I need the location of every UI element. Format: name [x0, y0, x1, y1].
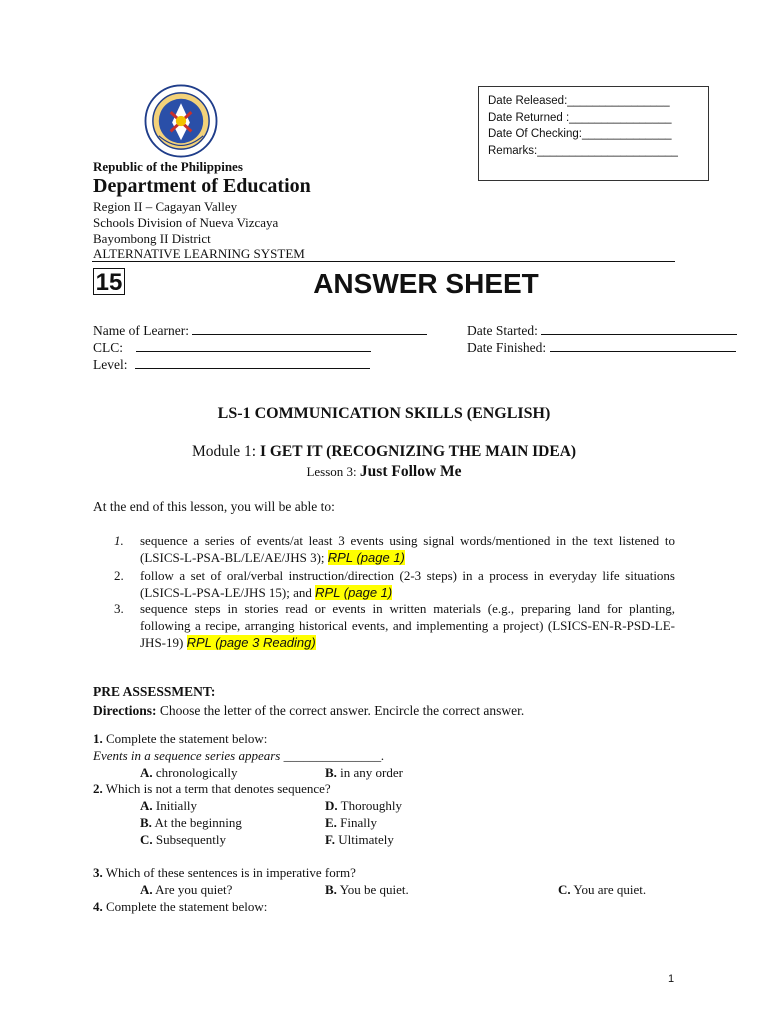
name-of-learner-row	[93, 322, 427, 339]
objective-text: sequence steps in stories read or events in written materials (e.g., preparing land for planting, following a recipe, arranging historical events, and implementing a project) (LSICS-EN-R-PSD-LE-JHS-19)	[140, 601, 675, 650]
system-label: ALTERNATIVE LEARNING SYSTEM	[93, 246, 305, 261]
pre-assessment-heading: PRE ASSESSMENT:	[93, 684, 216, 699]
date-started-input-line[interactable]	[541, 322, 737, 335]
page-title: ANSWER SHEET	[313, 268, 539, 299]
question-text: Which of these sentences is in imperative form?	[102, 865, 356, 880]
directions-label: Directions:	[93, 703, 157, 718]
clc-label: CLC:	[93, 340, 124, 355]
objective-item	[140, 600, 675, 651]
choice[interactable]: E. Finally	[325, 815, 378, 830]
objective-item	[140, 532, 675, 566]
date-started-label: Date Started:	[467, 323, 538, 338]
date-finished-label: Date Finished:	[467, 340, 547, 355]
objective-number: 2.	[114, 568, 124, 583]
objective-number: 1.	[114, 533, 124, 548]
question-number: 2.	[93, 781, 103, 796]
choice[interactable]: B. in any order	[325, 765, 403, 780]
department-title: Department of Education	[93, 175, 311, 197]
header-divider	[92, 261, 675, 262]
question-1-stem: Events in a sequence series appears _______________.	[93, 748, 385, 763]
lesson-title: Just Follow Me	[359, 463, 462, 480]
name-label: Name of Learner:	[93, 323, 189, 338]
module-prefix: Module 1:	[191, 443, 260, 460]
question-1	[93, 730, 267, 747]
question-2	[93, 780, 331, 797]
choice[interactable]: A. Initially	[140, 798, 198, 813]
question-number: 4.	[93, 899, 103, 914]
date-started-row	[467, 322, 737, 339]
level-input-line[interactable]	[135, 356, 370, 369]
subject-heading: LS-1 COMMUNICATION SKILLS (ENGLISH)	[217, 405, 551, 422]
deped-seal-logo	[144, 84, 218, 158]
choice[interactable]: A. Are you quiet?	[140, 882, 233, 897]
choice[interactable]: F. Ultimately	[325, 832, 394, 847]
date-returned-field: Date Returned :________________	[488, 111, 672, 124]
rpl-reference: RPL (page 1)	[327, 550, 405, 565]
question-text: Complete the statement below:	[102, 899, 268, 914]
rpl-reference: RPL (page 3 Reading)	[186, 635, 316, 650]
module-heading	[0, 443, 768, 461]
choice[interactable]: A. chronologically	[140, 765, 238, 780]
question-number: 3.	[93, 865, 103, 880]
rpl-reference: RPL (page 1)	[315, 585, 393, 600]
date-checking-field: Date Of Checking:______________	[488, 128, 672, 140]
question-text: Which is not a term that denotes sequence?	[102, 781, 331, 796]
choice[interactable]: B. You be quiet.	[325, 882, 409, 897]
module-title: I GET IT (RECOGNIZING THE MAIN IDEA)	[259, 443, 577, 460]
choice[interactable]: B. At the beginning	[140, 815, 242, 830]
clc-row	[93, 339, 371, 356]
objective-item	[140, 567, 675, 601]
choice[interactable]: C. You are quiet.	[558, 882, 647, 897]
choice[interactable]: D. Thoroughly	[325, 798, 403, 813]
question-text: Complete the statement below:	[102, 731, 268, 746]
question-3	[93, 864, 356, 881]
choice[interactable]: C. Subsequently	[140, 832, 226, 847]
region-label: Region II – Cagayan Valley	[93, 199, 238, 214]
page-number: 1	[668, 973, 675, 985]
question-4	[93, 898, 267, 915]
date-finished-input-line[interactable]	[550, 339, 736, 352]
republic-label: Republic of the Philippines	[93, 159, 243, 174]
objective-text: sequence a series of events/at least 3 events using signal words/mentioned in the text listened to (LSICS-L-PSA-BL/LE/AE/JHS 3);	[140, 533, 675, 565]
objective-number: 3.	[114, 601, 124, 616]
level-label: Level:	[93, 357, 128, 372]
clc-input-line[interactable]	[136, 339, 371, 352]
directions-line	[93, 703, 524, 719]
lesson-prefix: Lesson 3:	[306, 464, 360, 479]
division-label: Schools Division of Nueva Vizcaya	[93, 215, 279, 230]
page-badge: 15	[93, 268, 125, 295]
district-label: Bayombong II District	[93, 231, 211, 246]
date-finished-row	[467, 339, 736, 356]
date-tracking-box	[478, 86, 709, 181]
objectives-intro: At the end of this lesson, you will be able to:	[93, 499, 335, 514]
level-row	[93, 356, 370, 373]
date-released-field: Date Released:________________	[488, 95, 670, 107]
name-input-line[interactable]	[192, 322, 427, 335]
lesson-heading	[0, 463, 768, 481]
remarks-field: Remarks:______________________	[488, 144, 678, 157]
directions-text: Choose the letter of the correct answer. Encircle the correct answer.	[156, 703, 525, 718]
question-number: 1.	[93, 731, 103, 746]
objective-text: follow a set of oral/verbal instruction/direction (2-3 steps) in a process in everyday life situations (LSICS-L-PSA-LE/JHS 15); and	[140, 568, 675, 600]
